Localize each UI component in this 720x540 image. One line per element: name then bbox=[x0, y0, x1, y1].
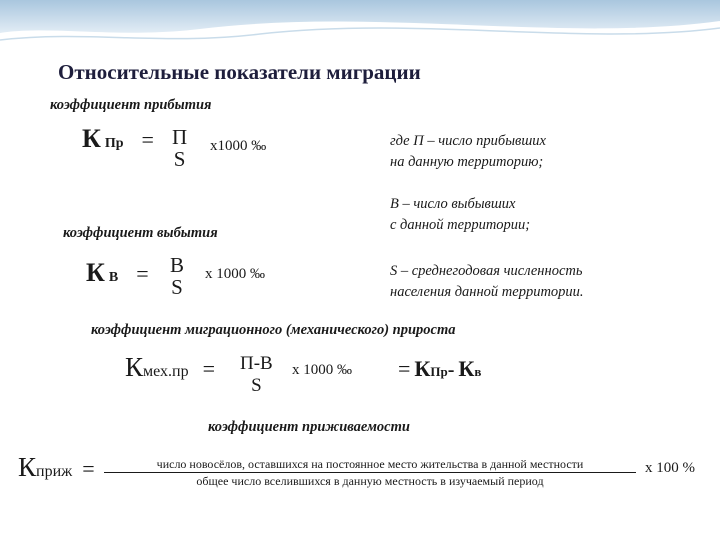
arrival-equals: = bbox=[141, 127, 154, 152]
departure-k-symbol: К bbox=[86, 258, 105, 287]
arrival-denominator: S bbox=[173, 147, 186, 171]
migration-coefficient-label: коэффициент миграционного (механического) прироста bbox=[91, 322, 456, 338]
survival-multiplier: х 100 % bbox=[645, 460, 695, 476]
migration-result-sub1: Пр bbox=[430, 364, 448, 379]
migration-k-subscript: мех.пр bbox=[143, 363, 189, 380]
migration-formula bbox=[125, 352, 215, 383]
arrival-formula bbox=[82, 124, 154, 154]
header-wave-decoration bbox=[0, 0, 720, 60]
migration-result-minus: - bbox=[447, 359, 455, 381]
arrival-fraction bbox=[172, 126, 187, 170]
survival-coefficient-label: коэффициент приживаемости bbox=[208, 419, 410, 435]
departure-coefficient-label: коэффициент выбытия bbox=[63, 225, 218, 241]
note-population-line2: населения данной территории. bbox=[390, 284, 584, 300]
survival-denominator: общее число вселившихся в данную местность в изучаемый период bbox=[196, 474, 544, 488]
migration-numerator: П-В bbox=[240, 353, 273, 374]
survival-fraction bbox=[104, 457, 636, 489]
departure-k-subscript: В bbox=[108, 270, 119, 285]
page-title: Относительные показатели миграции bbox=[58, 60, 421, 84]
migration-fraction bbox=[240, 353, 273, 397]
arrival-multiplier: х1000 ‰ bbox=[210, 138, 267, 154]
departure-denominator: S bbox=[171, 275, 183, 299]
departure-fraction bbox=[170, 254, 184, 298]
arrival-numerator: П bbox=[172, 125, 188, 149]
arrival-coefficient-label: коэффициент прибытия bbox=[50, 97, 212, 113]
survival-equals: = bbox=[82, 456, 95, 481]
note-population-line1: S – среднегодовая численность bbox=[390, 263, 583, 279]
survival-numerator: число новосёлов, оставшихся на постоянное место жительства в данной местности bbox=[104, 457, 636, 473]
survival-k-subscript: приж bbox=[36, 463, 73, 480]
departure-equals: = bbox=[136, 261, 149, 286]
migration-result-equals: = bbox=[398, 356, 411, 381]
arrival-k-symbol: К bbox=[82, 124, 101, 153]
note-arrivals bbox=[390, 131, 546, 173]
migration-result bbox=[398, 356, 481, 382]
departure-formula bbox=[86, 258, 149, 288]
migration-equals: = bbox=[202, 356, 216, 381]
migration-result-sub2: в bbox=[474, 364, 482, 379]
migration-denominator: S bbox=[251, 375, 262, 396]
survival-k-symbol: К bbox=[18, 452, 37, 482]
note-population bbox=[390, 261, 584, 303]
departure-numerator: В bbox=[170, 253, 185, 277]
note-departures-line2: с данной территории; bbox=[390, 217, 531, 233]
migration-multiplier: х 1000 ‰ bbox=[292, 362, 352, 378]
note-arrivals-line2: на данную территорию; bbox=[390, 154, 544, 170]
migration-result-k2: К bbox=[458, 356, 475, 381]
migration-result-k1: К bbox=[414, 356, 431, 381]
arrival-k-subscript: Пр bbox=[104, 136, 124, 151]
note-departures bbox=[390, 194, 530, 236]
departure-multiplier: х 1000 ‰ bbox=[205, 266, 265, 282]
survival-formula bbox=[18, 452, 95, 483]
note-arrivals-line1: где П – число прибывших bbox=[390, 133, 546, 149]
migration-k-symbol: К bbox=[125, 352, 144, 382]
note-departures-line1: В – число выбывших bbox=[390, 196, 516, 212]
